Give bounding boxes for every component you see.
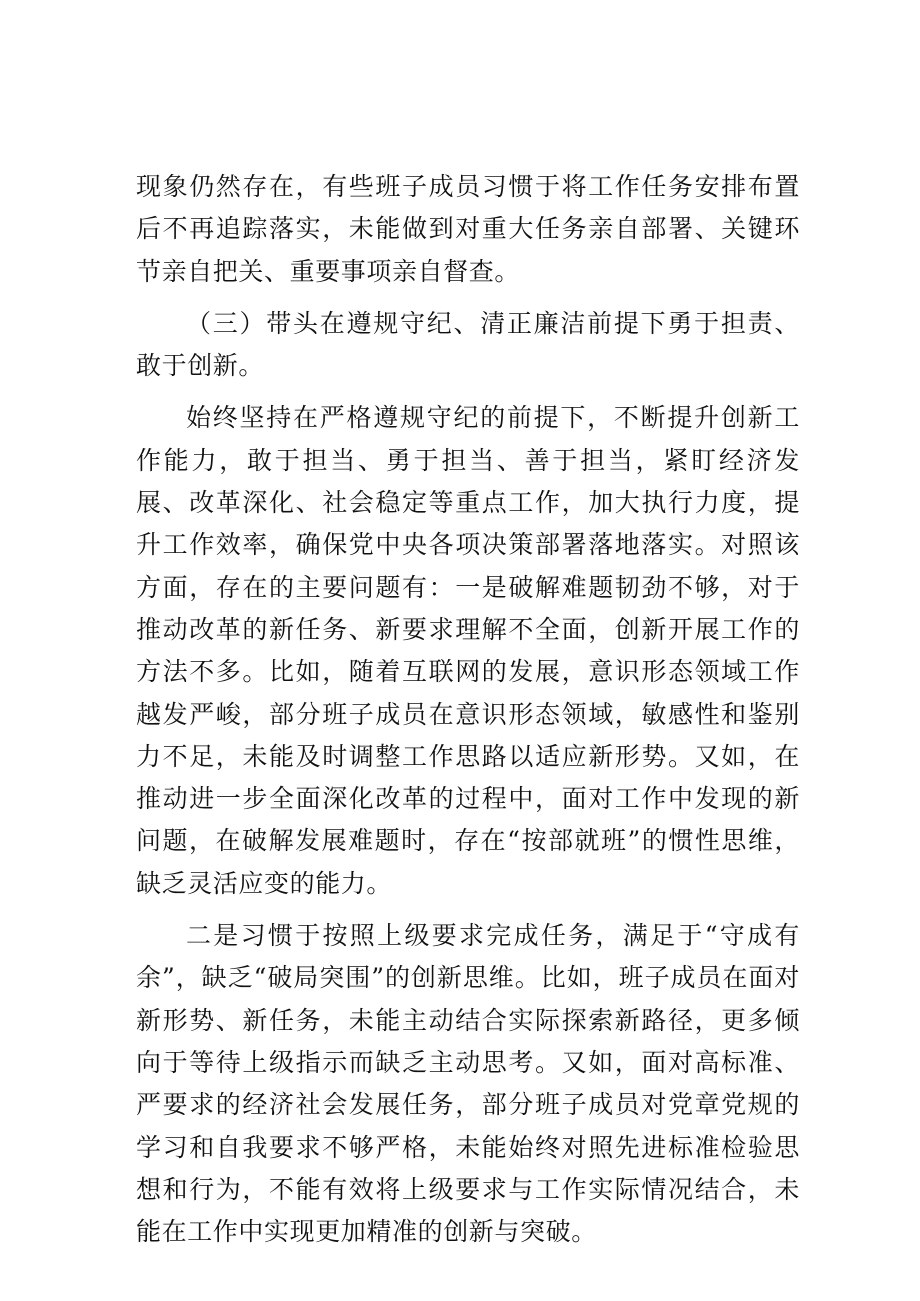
paragraph-main-problems: 始终坚持在严格遵规守纪的前提下，不断提升创新工作能力，敢于担当、勇于担当、善于担当，紧盯经济发展、改革深化、社会稳定等重点工作，加大执行力度，提升工作效率，确保党中央各项决策部署落地落实。对照该方面，存在的主要问题有：一是破解难题韧劲不够，对于推动改革的新任务、新要求理解不全面，创新开展工作的方法不多。比如，随着互联网的发展，意识形态领域工作越发严峻，部分班子成员在意识形态领域，敏感性和鉴别力不足，未能及时调整工作思路以适应新形势。又如，在推动进一步全面深化改革的过程中，面对工作中发现的新问题，在破解发展难题时，存在“按部就班”的惯性思维，缺乏灵活应变的能力。 [136, 403, 800, 898]
paragraph-continuation: 现象仍然存在，有些班子成员习惯于将工作任务安排布置后不再追踪落实，未能做到对重大任务亲自部署、关键环节亲自把关、重要事项亲自督查。 [136, 172, 800, 286]
paragraph-problem-two: 二是习惯于按照上级要求完成任务，满足于“守成有余”，缺乏“破局突围”的创新思维。比如，班子成员在面对新形势、新任务，未能主动结合实际探索新路径，更多倾向于等待上级指示而缺乏主动思考。又如，面对高标准、严要求的经济社会发展任务，部分班子成员对党章党规的学习和自我要求不够严格，未能始终对照先进标准检验思想和行为，不能有效将上级要求与工作实际情况结合，未能在工作中实现更加精准的创新与突破。 [136, 921, 800, 1247]
section-heading-three: （三）带头在遵规守纪、清正廉洁前提下勇于担责、敢于创新。 [136, 308, 800, 381]
document-body [136, 166, 800, 1253]
